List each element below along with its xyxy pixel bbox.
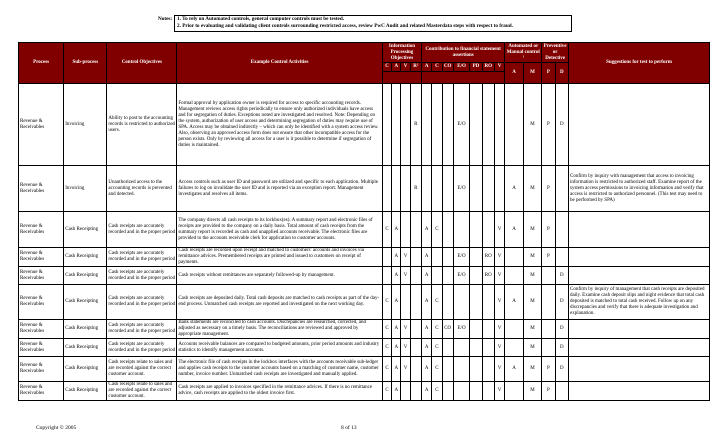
am-m: M <box>523 63 542 84</box>
row-assert-v: V <box>494 382 504 401</box>
row-assert-ro <box>482 357 494 382</box>
col-preventive: Preventive or Detective <box>542 43 569 63</box>
row-ipo-a: A <box>392 248 401 267</box>
note-line-2: 2. Prior to evaluating and validating client controls surrounding restricted access, review PwC Audit and related Masterdata steps with respect to fraud. <box>177 23 513 29</box>
table-row <box>19 320 710 339</box>
row-suggestion: Confirm by inquiry with management that access to invoicing information is restricted to authorized staff. Examine report of the system access permissions to invoicing information and verify that access is restricted to authorized personnel. (This test may need to be performed by SPA) <box>569 166 710 212</box>
table-row <box>19 285 710 320</box>
row-assert-a <box>422 166 432 212</box>
row-ipo-a: A <box>392 267 401 285</box>
row-ipo-c <box>382 248 391 267</box>
assert-eo: E/O <box>453 63 469 72</box>
row-activity: The electronic file of cash receipts in the lockbox interfaces with the accounts receivable sub-ledger and applies cash receipts to the customer accounts based on a matching of customer name, customer number, invoice number. Unmatched cash receipts are investigated and manually applied. <box>177 357 383 382</box>
row-process: Revenue & Receivables <box>19 267 64 285</box>
row-d: D <box>555 84 568 166</box>
row-am-a <box>505 84 524 166</box>
row-am-a <box>505 382 524 401</box>
table-body <box>19 84 710 401</box>
row-ipo-a: A <box>392 357 401 382</box>
col-objectives: Control Objectives <box>107 43 177 84</box>
row-suggestion <box>569 339 710 357</box>
row-assert-ro <box>482 84 494 166</box>
row-d <box>555 382 568 401</box>
row-objective: Cash receipts are accurately recorded and in the proper period <box>107 320 177 339</box>
row-assert-co <box>442 285 453 320</box>
row-am-a: A <box>505 357 524 382</box>
row-ipo-v <box>401 212 410 248</box>
row-assert-eo <box>453 339 469 357</box>
row-assert-eo: E/O <box>453 84 469 166</box>
note-line-1: 1. To rely on Automated controls, general computer controls must be tested. <box>177 16 345 22</box>
row-process: Revenue & Receivables <box>19 248 64 267</box>
row-ipo-a: A <box>392 285 401 320</box>
row-assert-v: V <box>494 212 504 248</box>
row-assert-pd <box>470 166 482 212</box>
row-suggestion: Confirm by inquiry of management that cash receipts are deposited daily. Examine cash deposit slips and night evidence that total cash deposited is matched to total cash received. Follow up on any discrepancies and verify that there is adequate investigation and explanation. <box>569 285 710 320</box>
row-am-m: M <box>523 382 542 401</box>
row-activity: The company directs all cash receipts to its lockbox(es). A summary report and electronic files of receipts are provided to the company on a daily basis. Total amount of cash receipts from the summary report is recorded as cash and unapplied accounts receivable. The electronic files are provided to the accounts receivable clerk for application to customer accounts. <box>177 212 383 248</box>
row-assert-ro <box>482 212 494 248</box>
row-assert-v <box>494 166 504 212</box>
row-assert-eo <box>453 357 469 382</box>
row-p: P <box>542 382 555 401</box>
row-suggestion <box>569 267 710 285</box>
row-assert-pd <box>470 84 482 166</box>
row-assert-a: A <box>422 339 432 357</box>
row-assert-pd <box>470 382 482 401</box>
row-ipo-r: R <box>410 166 421 212</box>
row-p: P <box>542 212 555 248</box>
row-d: D <box>555 285 568 320</box>
row-ipo-v: V <box>401 357 410 382</box>
row-assert-ro: RO <box>482 267 494 285</box>
notes-label: Notes: <box>158 16 173 22</box>
row-assert-a: A <box>422 285 432 320</box>
am-a: A <box>505 63 524 84</box>
row-am-m: M <box>523 248 542 267</box>
row-assert-co <box>442 357 453 382</box>
row-assert-a: A <box>422 320 432 339</box>
row-ipo-r <box>410 382 421 401</box>
row-subprocess: Invoicing <box>64 84 107 166</box>
row-assert-eo <box>453 382 469 401</box>
row-ipo-v <box>401 84 410 166</box>
row-ipo-c: C <box>382 212 391 248</box>
row-assert-c <box>432 267 442 285</box>
row-d: D <box>555 339 568 357</box>
row-objective: Cash receipts are accurately recorded and in the proper period <box>107 339 177 357</box>
assert-spacer <box>422 72 505 84</box>
row-activity: Cash receipts are deposited daily. Total cash deposits are matched to cash receipts as part of the day-end process. Unmatched cash receipts are reported and investigated on the next working day. <box>177 285 383 320</box>
row-am-a <box>505 267 524 285</box>
row-ipo-r <box>410 320 421 339</box>
row-ipo-v: V <box>401 320 410 339</box>
row-am-a: A <box>505 212 524 248</box>
assert-pd: PD <box>470 63 482 72</box>
notes-box <box>174 15 572 32</box>
row-d: D <box>555 357 568 382</box>
row-activity: Access controls such as user ID and password are utilized and specific to each application. Multiple failures to log on invalidate the user ID and is reported via an exception report. Management investigates and resolves all items. <box>177 166 383 212</box>
row-assert-pd <box>470 339 482 357</box>
row-ipo-c: C <box>382 285 391 320</box>
assert-co: CO <box>442 63 453 72</box>
row-p: P <box>542 84 555 166</box>
row-ipo-r: R <box>410 84 421 166</box>
col-suggestions: Suggestions for test to perform <box>569 43 710 84</box>
row-assert-c: C <box>432 320 442 339</box>
row-objective: Unauthorized access to the accounting records is prevented and detected. <box>107 166 177 212</box>
row-assert-c <box>432 166 442 212</box>
row-assert-co <box>442 382 453 401</box>
row-p: P <box>542 166 555 212</box>
row-activity: Cash receipts without remittances are separately followed-up by management. <box>177 267 383 285</box>
row-ipo-v: V <box>401 339 410 357</box>
row-am-m: M <box>523 357 542 382</box>
row-suggestion <box>569 212 710 248</box>
row-ipo-c: C <box>382 339 391 357</box>
row-assert-co <box>442 212 453 248</box>
ipo-r: R² <box>410 63 421 72</box>
row-activity: Bank statements are reconciled to cash accounts. Discrepancies are researched, corrected, and adjusted as necessary on a timely basis. The reconciliations are reviewed and approved by appropriate management. <box>177 320 383 339</box>
row-d <box>555 212 568 248</box>
row-assert-a: A <box>422 267 432 285</box>
row-p <box>542 285 555 320</box>
row-assert-v: V <box>494 285 504 320</box>
row-suggestion <box>569 320 710 339</box>
row-am-m: M <box>523 320 542 339</box>
row-assert-c: C <box>432 212 442 248</box>
col-ipo: Information Processing Objectives <box>382 43 421 63</box>
row-assert-co <box>442 267 453 285</box>
row-objective: Ability to post to the accounting records is restricted to authorized users. <box>107 84 177 166</box>
row-ipo-c: C <box>382 357 391 382</box>
row-assert-a: A <box>422 212 432 248</box>
col-automated: Automated or Manual control ¹ <box>506 43 540 61</box>
row-subprocess: Cash Receipting <box>64 357 107 382</box>
row-p <box>542 267 555 285</box>
row-d: D <box>555 267 568 285</box>
row-ipo-a: A <box>392 339 401 357</box>
row-assert-c <box>432 84 442 166</box>
row-subprocess: Cash Receipting <box>64 267 107 285</box>
row-process: Revenue & Receivables <box>19 166 64 212</box>
row-objective: Cash receipts are accurately recorded and in the proper period <box>107 248 177 267</box>
row-assert-ro <box>482 285 494 320</box>
row-objective: Cash receipts relate to sales and are recorded against the correct customer account. <box>107 357 177 382</box>
row-suggestion <box>569 84 710 166</box>
row-p: P <box>542 357 555 382</box>
row-am-a <box>505 339 524 357</box>
row-assert-eo: E/O <box>453 166 469 212</box>
row-assert-a: A <box>422 382 432 401</box>
row-ipo-a: A <box>392 382 401 401</box>
row-am-m: M <box>523 166 542 212</box>
pd-d: D <box>555 63 568 84</box>
pd-p: P <box>542 63 555 84</box>
row-assert-ro: RO <box>482 248 494 267</box>
table-row <box>19 357 710 382</box>
row-assert-a <box>422 84 432 166</box>
row-assert-eo <box>453 212 469 248</box>
table-row <box>19 166 710 212</box>
row-ipo-r <box>410 212 421 248</box>
row-process: Revenue & Receivables <box>19 357 64 382</box>
row-ipo-a: A <box>392 320 401 339</box>
col-assertions: Contribution to financial statement assertions <box>422 43 505 63</box>
col-activities: Example Control Activities <box>177 43 383 84</box>
row-subprocess: Cash Receipting <box>64 320 107 339</box>
row-d <box>555 166 568 212</box>
table-row <box>19 84 710 166</box>
row-assert-ro <box>482 382 494 401</box>
row-subprocess: Cash Receipting <box>64 285 107 320</box>
row-process: Revenue & Receivables <box>19 320 64 339</box>
row-assert-ro <box>482 320 494 339</box>
row-ipo-c: C <box>382 320 391 339</box>
row-am-m: M <box>523 285 542 320</box>
row-process: Revenue & Receivables <box>19 84 64 166</box>
row-assert-c <box>432 248 442 267</box>
footer-page-number: 8 of 13 <box>341 425 357 431</box>
row-subprocess: Cash Receipting <box>64 339 107 357</box>
row-assert-v: V <box>494 357 504 382</box>
row-process: Revenue & Receivables <box>19 382 64 401</box>
row-ipo-c <box>382 267 391 285</box>
row-assert-pd <box>470 357 482 382</box>
row-am-m: M <box>523 212 542 248</box>
row-assert-c: C <box>432 339 442 357</box>
row-assert-ro <box>482 166 494 212</box>
row-assert-co <box>442 84 453 166</box>
row-p <box>542 320 555 339</box>
row-subprocess: Cash Receipting <box>64 212 107 248</box>
row-ipo-v <box>401 382 410 401</box>
row-objective: Cash receipts are accurately recorded and in the proper period <box>107 212 177 248</box>
row-suggestion <box>569 382 710 401</box>
row-assert-co <box>442 166 453 212</box>
row-process: Revenue & Receivables <box>19 339 64 357</box>
row-assert-v: V <box>494 320 504 339</box>
ipo-a: A <box>392 63 401 72</box>
row-ipo-a <box>392 166 401 212</box>
row-am-a: A <box>505 285 524 320</box>
row-ipo-a <box>392 84 401 166</box>
row-objective: Cash receipts are accurately recorded and in the proper period <box>107 285 177 320</box>
row-am-a: A <box>505 166 524 212</box>
row-am-a <box>505 248 524 267</box>
row-subprocess: Cash Receipting <box>64 382 107 401</box>
row-suggestion <box>569 357 710 382</box>
row-assert-pd <box>470 320 482 339</box>
row-ipo-r <box>410 248 421 267</box>
row-objective: Cash receipts are accurately recorded and in the proper period <box>107 267 177 285</box>
table-row <box>19 212 710 248</box>
row-am-m: M <box>523 84 542 166</box>
row-am-m: M <box>523 339 542 357</box>
row-assert-c: C <box>432 285 442 320</box>
row-d: D <box>555 320 568 339</box>
row-ipo-c <box>382 166 391 212</box>
row-assert-pd <box>470 212 482 248</box>
row-assert-co: CO <box>442 320 453 339</box>
row-p <box>542 339 555 357</box>
table-row <box>19 339 710 357</box>
row-assert-c: C <box>432 357 442 382</box>
table-row <box>19 248 710 267</box>
row-assert-co <box>442 339 453 357</box>
row-activity: Formal approval by application owner is required for access to specific accounting records. Management reviews access rights periodically to ensure only authorized individuals have access and for segregation of duties. Exceptions noted are investigated and resolved. Note: Depending on the system, authorization of user access and determining segregation of duties may require use of SPA. Access may be obtained indirectly – which can only be identified with a system access review. Also, observing an approved access form does not ensure that other incompatible access for the person exists. Only by reviewing all access for a user is it possible to determine if segregation of duties is maintained. <box>177 84 383 166</box>
row-activity: Accounts receivable balances are compared to budgeted amounts, prior period amounts and industry statistics to identify management accounts. <box>177 339 383 357</box>
row-ipo-r <box>410 285 421 320</box>
ipo-c: C <box>382 63 391 72</box>
row-ipo-r <box>410 357 421 382</box>
row-assert-eo: E/O <box>453 267 469 285</box>
row-am-a <box>505 320 524 339</box>
row-subprocess: Invoicing <box>64 166 107 212</box>
col-subprocess: Sub-process <box>64 43 107 84</box>
row-suggestion <box>569 248 710 267</box>
row-subprocess: Cash Receipting <box>64 248 107 267</box>
row-assert-a: A <box>422 248 432 267</box>
footer-copyright: Copyright © 2005 <box>36 425 77 431</box>
assert-a: A <box>422 63 432 72</box>
row-activity: Cash receipts are recorded upon receipt and matched to customers' accounts and invoices via remittance advices. Premembered receipts are printed and issued to customers on receipt of payments. <box>177 248 383 267</box>
row-assert-co <box>442 248 453 267</box>
row-ipo-v: V <box>401 267 410 285</box>
row-ipo-v: V <box>401 248 410 267</box>
row-assert-v: V <box>494 248 504 267</box>
row-p: P <box>542 248 555 267</box>
row-assert-v: V <box>494 267 504 285</box>
ipo-spacer <box>382 72 421 84</box>
row-d <box>555 248 568 267</box>
row-assert-pd <box>470 267 482 285</box>
table-row <box>19 382 710 401</box>
row-assert-pd <box>470 248 482 267</box>
row-am-m: M <box>523 267 542 285</box>
row-assert-ro <box>482 339 494 357</box>
row-ipo-a: A <box>392 212 401 248</box>
row-ipo-r <box>410 339 421 357</box>
table-row <box>19 267 710 285</box>
col-process: Process <box>19 43 64 84</box>
row-ipo-c <box>382 84 391 166</box>
ipo-v: V <box>401 63 410 72</box>
assert-v: V <box>494 63 504 72</box>
row-process: Revenue & Receivables <box>19 285 64 320</box>
row-assert-v: V <box>494 339 504 357</box>
row-assert-eo: E/O <box>453 248 469 267</box>
row-ipo-v <box>401 285 410 320</box>
row-assert-c: C <box>432 382 442 401</box>
row-assert-pd <box>470 285 482 320</box>
controls-table <box>18 42 710 401</box>
row-activity: Cash receipts are applied to invoices specified in the remittance advices. If there is no remittance advice, cash receipts are applied to the oldest invoice first. <box>177 382 383 401</box>
row-objective: Cash receipts relate to sales and are recorded against the correct customer account. <box>107 382 177 401</box>
row-assert-a: A <box>422 357 432 382</box>
row-ipo-v <box>401 166 410 212</box>
assert-c: C <box>432 63 442 72</box>
assert-ro: RO <box>482 63 494 72</box>
row-assert-eo <box>453 285 469 320</box>
row-ipo-c: C <box>382 382 391 401</box>
row-assert-v <box>494 84 504 166</box>
row-ipo-r <box>410 267 421 285</box>
row-assert-eo: E/O <box>453 320 469 339</box>
row-process: Revenue & Receivables <box>19 212 64 248</box>
